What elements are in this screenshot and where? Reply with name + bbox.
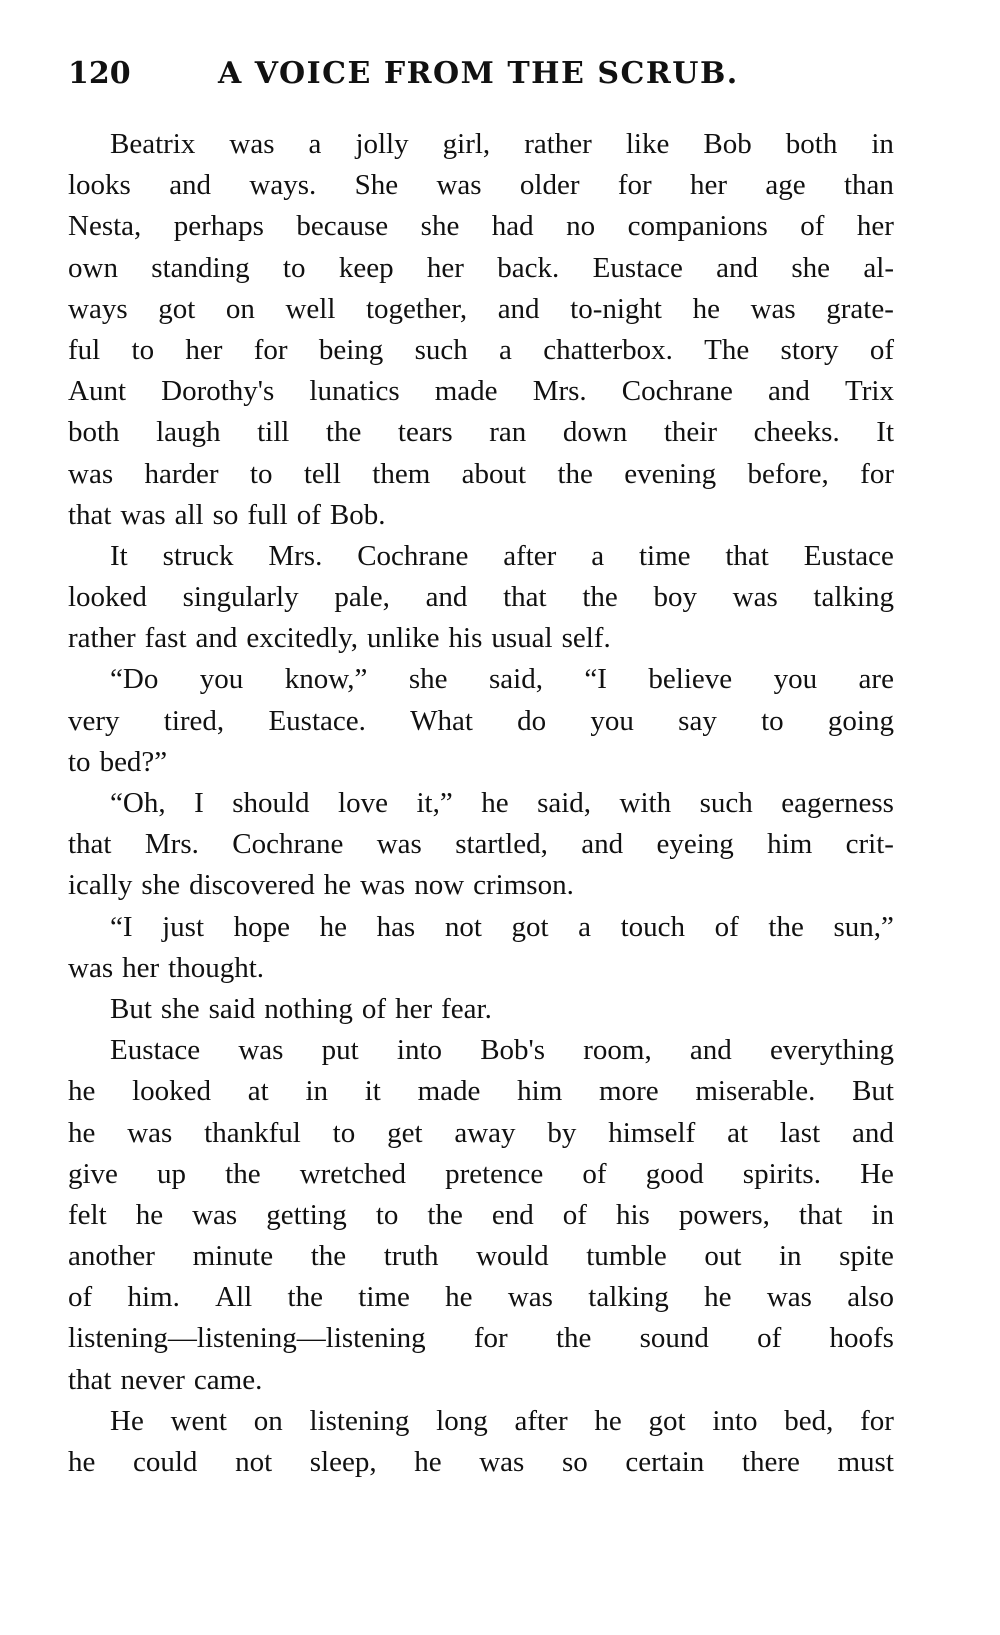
text-line: very tired, Eustace. What do you say to going xyxy=(68,704,894,737)
text-line: ically she discovered he was now crimson. xyxy=(68,869,574,902)
text-line: that was all so full of Bob. xyxy=(68,498,386,531)
text-line: of him. All the time he was talking he was also xyxy=(68,1281,894,1314)
text-line: He went on listening long after he got into bed, for xyxy=(110,1404,894,1437)
text-line: ways got on well together, and to-night he was grate- xyxy=(68,292,894,325)
text-line: “I just hope he has not got a touch of the sun,” xyxy=(110,910,894,943)
text-line: another minute the truth would tumble out in spite xyxy=(68,1240,894,1273)
text-line: he could not sleep, he was so certain there must xyxy=(68,1446,894,1478)
text-line: Beatrix was a jolly girl, rather like Bob both in xyxy=(110,128,894,160)
text-line: Nesta, perhaps because she had no companions of her xyxy=(68,210,894,243)
text-line: ful to her for being such a chatterbox. The story of xyxy=(68,333,894,366)
text-line: looked singularly pale, and that the boy was talking xyxy=(68,581,894,614)
text-line: to bed?” xyxy=(68,745,168,778)
text-line: “Oh, I should love it,” he said, with such eagerness xyxy=(110,787,894,819)
text-line: both laugh till the tears ran down their cheeks. It xyxy=(68,416,894,449)
text-line: was her thought. xyxy=(68,951,265,984)
text-line: he was thankful to get away by himself at last and xyxy=(68,1116,894,1149)
running-head xyxy=(68,52,898,96)
text-line: listening—listening—listening for the sound of hoofs xyxy=(68,1322,894,1355)
text-line: rather fast and excitedly, unlike his usual self. xyxy=(68,622,611,655)
text-line: that never came. xyxy=(68,1363,263,1396)
text-line: Eustace was put into Bob's room, and everything xyxy=(110,1034,894,1067)
text-line: own standing to keep her back. Eustace and she al- xyxy=(68,251,894,284)
body-text xyxy=(68,124,894,1483)
text-line: that Mrs. Cochrane was startled, and eyeing him crit- xyxy=(68,828,894,861)
text-line: felt he was getting to the end of his powers, that in xyxy=(68,1198,894,1231)
text-line: give up the wretched pretence of good spirits. He xyxy=(68,1157,894,1190)
text-line: It struck Mrs. Cochrane after a time that Eustace xyxy=(110,539,894,572)
text-line: “Do you know,” she said, “I believe you are xyxy=(110,663,894,696)
text-line: he looked at in it made him more miserable. But xyxy=(68,1075,894,1108)
text-line: was harder to tell them about the evening before, for xyxy=(68,457,894,490)
page-number: 120 xyxy=(68,56,131,91)
text-line: Aunt Dorothy's lunatics made Mrs. Cochrane and Trix xyxy=(68,375,894,408)
text-line: looks and ways. She was older for her age than xyxy=(68,169,894,202)
text-line: But she said nothing of her fear. xyxy=(110,992,492,1025)
book-title: A VOICE FROM THE SCRUB. xyxy=(218,56,739,91)
